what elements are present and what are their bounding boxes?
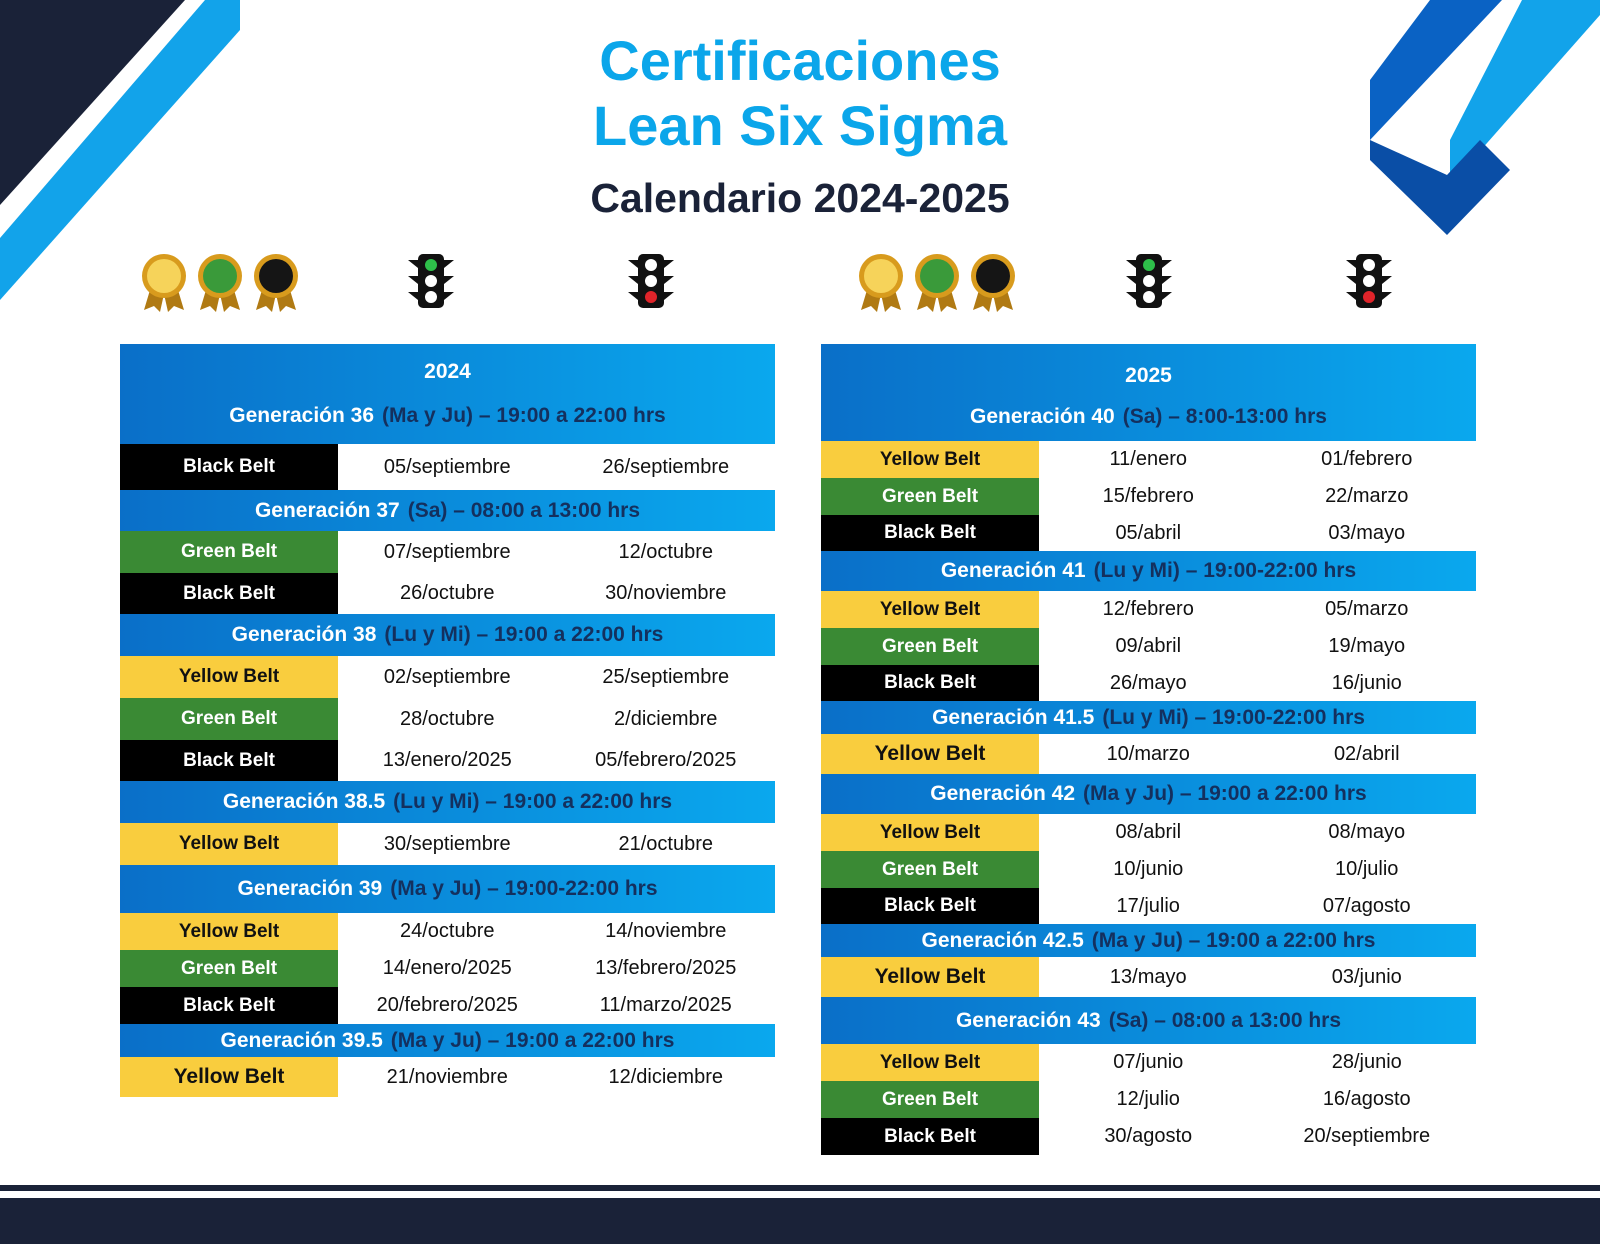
generation-name: Generación 38: [231, 623, 377, 646]
start-date: 07/septiembre: [383, 540, 511, 563]
start-date: 13/enero/2025: [382, 749, 512, 771]
title-line-2: Lean Six Sigma: [593, 94, 1007, 157]
table-row: [120, 573, 775, 614]
belt-label: Yellow Belt: [821, 957, 1039, 997]
start-date: 15/febrero: [1102, 485, 1194, 507]
belt-label: Black Belt: [821, 665, 1039, 701]
generation-name: Generación 43: [955, 1008, 1101, 1032]
belt-label: Yellow Belt: [120, 1057, 338, 1097]
generation-schedule: (Ma y Ju) – 19:00 a 22:00 hrs: [1091, 928, 1376, 952]
green-belt-medal-icon: [911, 252, 963, 314]
end-date: 01/febrero: [1321, 448, 1413, 470]
traffic-light-green-icon: [406, 252, 456, 310]
subtitle: Calendario 2024-2025: [590, 175, 1010, 221]
generation-header: [821, 774, 1476, 814]
table-row: [821, 851, 1476, 888]
belt-label: Black Belt: [120, 444, 338, 490]
table-row: [120, 913, 775, 950]
generation-schedule: (Ma y Ju) – 19:00 a 22:00 hrs: [1083, 782, 1367, 805]
black-belt-medal-icon: [250, 252, 302, 314]
belt-label: Green Belt: [821, 628, 1039, 665]
start-date: 10/marzo: [1106, 742, 1190, 765]
start-date: 08/abril: [1115, 821, 1182, 843]
generation-header: [821, 551, 1476, 591]
table-row: [120, 950, 775, 987]
year-label: 2024: [424, 360, 471, 383]
start-date: 21/noviembre: [386, 1065, 508, 1088]
table-row: [120, 823, 775, 865]
table-row: [821, 1081, 1476, 1118]
generation-schedule: (Lu y Mi) – 19:00 a 22:00 hrs: [393, 790, 673, 813]
table-row: [821, 957, 1476, 997]
table-header-2024: [120, 344, 775, 444]
start-date: 30/agosto: [1104, 1125, 1193, 1147]
generation-schedule: (Lu y Mi) – 19:00 a 22:00 hrs: [384, 623, 664, 646]
belt-label: Black Belt: [821, 515, 1039, 551]
generation-name: Generación 38.5: [222, 790, 386, 813]
belt-label: Yellow Belt: [821, 441, 1039, 478]
belt-label: Green Belt: [821, 478, 1039, 515]
generation-schedule: (Sa) – 8:00-13:00 hrs: [1122, 405, 1327, 428]
table-row: [821, 665, 1476, 701]
calendar-2024-table: [120, 344, 775, 1097]
traffic-light-red-icon: [626, 252, 676, 310]
yellow-belt-medal-icon: [138, 252, 190, 314]
start-date: 26/mayo: [1109, 671, 1187, 694]
belt-medals-2024: [138, 252, 302, 318]
footer-divider: [0, 1185, 1600, 1191]
calendar-2025-table: [821, 344, 1476, 1155]
table-row: [821, 628, 1476, 665]
end-date: 16/junio: [1331, 671, 1402, 694]
end-date: 20/septiembre: [1303, 1125, 1431, 1147]
generation-name: Generación 41.5: [932, 705, 1095, 729]
table-row: [821, 814, 1476, 851]
belt-label: Green Belt: [120, 950, 338, 987]
start-date: 14/enero/2025: [382, 957, 512, 979]
table-row: [821, 734, 1476, 774]
table-row: [120, 1057, 775, 1097]
start-date: 11/enero: [1109, 448, 1187, 470]
belt-label: Green Belt: [821, 851, 1039, 888]
table-row: [120, 698, 775, 740]
belt-label: Yellow Belt: [821, 1044, 1039, 1081]
green-belt-medal-icon: [194, 252, 246, 314]
generation-name: Generación 40: [969, 405, 1115, 428]
end-date: 12/octubre: [618, 540, 713, 563]
end-date: 30/noviembre: [605, 582, 727, 604]
belt-label: Yellow Belt: [120, 823, 338, 865]
belt-label: Yellow Belt: [821, 814, 1039, 851]
end-date: 03/junio: [1331, 965, 1402, 988]
table-row: [821, 441, 1476, 478]
generation-header: [821, 997, 1476, 1044]
belt-label: Black Belt: [821, 1118, 1039, 1155]
generation-schedule: (Ma y Ju) – 19:00 a 22:00 hrs: [390, 1028, 675, 1052]
start-date: 05/abril: [1115, 521, 1182, 544]
generation-schedule: (Lu y Mi) – 19:00-22:00 hrs: [1102, 705, 1365, 729]
traffic-light-red-icon: [1344, 252, 1394, 310]
end-date: 08/mayo: [1328, 821, 1406, 843]
end-date: 28/junio: [1331, 1051, 1402, 1073]
start-date: 30/septiembre: [383, 832, 511, 855]
generation-header: [821, 701, 1476, 734]
generation-name: Generación 39.5: [220, 1028, 383, 1052]
start-date: 10/junio: [1113, 858, 1184, 880]
start-date: 28/octubre: [399, 707, 495, 730]
table-row: [821, 888, 1476, 924]
title-line-1: Certificaciones: [599, 29, 1001, 92]
end-date: 05/febrero/2025: [595, 749, 737, 771]
table-row: [120, 531, 775, 573]
generation-schedule: (Sa) – 08:00 a 13:00 hrs: [407, 498, 641, 522]
end-date: 19/mayo: [1328, 635, 1406, 657]
start-date: 05/septiembre: [383, 455, 511, 478]
end-date: 11/marzo/2025: [599, 994, 732, 1016]
start-date: 26/octubre: [399, 582, 495, 604]
generation-name: Generación 41: [940, 559, 1086, 582]
generation-header: [120, 396, 775, 436]
table-row: [821, 478, 1476, 515]
end-date: 26/septiembre: [602, 455, 730, 478]
table-row: [821, 1118, 1476, 1155]
black-belt-medal-icon: [967, 252, 1019, 314]
end-date: 16/agosto: [1322, 1088, 1411, 1110]
generation-name: Generación 37: [254, 498, 400, 522]
start-date: 12/julio: [1116, 1088, 1180, 1110]
belt-label: Black Belt: [120, 987, 338, 1024]
end-date: 22/marzo: [1325, 485, 1409, 507]
table-row: [120, 444, 775, 490]
generation-schedule: (Sa) – 08:00 a 13:00 hrs: [1108, 1008, 1342, 1032]
end-date: 05/marzo: [1325, 598, 1409, 620]
traffic-light-green-icon: [1124, 252, 1174, 310]
footer-bar: [0, 1198, 1600, 1244]
end-date: 14/noviembre: [605, 920, 727, 942]
end-date: 25/septiembre: [602, 665, 730, 688]
end-date: 21/octubre: [618, 832, 713, 855]
generation-name: Generación 39: [237, 877, 383, 900]
start-date: 13/mayo: [1109, 965, 1187, 988]
end-date: 12/diciembre: [608, 1065, 723, 1088]
table-row: [120, 987, 775, 1024]
belt-label: Green Belt: [120, 698, 338, 740]
yellow-belt-medal-icon: [855, 252, 907, 314]
generation-name: Generación 36: [229, 404, 375, 427]
year-label: 2025: [1125, 364, 1172, 387]
belt-label: Black Belt: [821, 888, 1039, 924]
generation-header: [120, 614, 775, 656]
generation-header: [120, 865, 775, 913]
belt-medals-2025: [855, 252, 1019, 318]
start-date: 17/julio: [1116, 894, 1180, 917]
generation-header: [120, 1024, 775, 1057]
generation-schedule: (Ma y Ju) – 19:00-22:00 hrs: [390, 877, 658, 900]
belt-label: Yellow Belt: [821, 734, 1039, 774]
generation-header: [821, 400, 1476, 434]
table-row: [120, 740, 775, 781]
generation-name: Generación 42.5: [921, 928, 1084, 952]
end-date: 10/julio: [1335, 858, 1399, 880]
table-row: [821, 591, 1476, 628]
belt-label: Black Belt: [120, 740, 338, 781]
start-date: 07/junio: [1113, 1051, 1184, 1073]
belt-label: Black Belt: [120, 573, 338, 614]
end-date: 13/febrero/2025: [595, 957, 737, 979]
table-row: [120, 656, 775, 698]
start-date: 12/febrero: [1102, 598, 1194, 620]
belt-label: Yellow Belt: [120, 913, 338, 950]
end-date: 2/diciembre: [614, 707, 718, 730]
start-date: 09/abril: [1115, 635, 1182, 657]
end-date: 03/mayo: [1328, 521, 1406, 544]
belt-label: Green Belt: [821, 1081, 1039, 1118]
generation-schedule: (Ma y Ju) – 19:00 a 22:00 hrs: [382, 404, 666, 427]
end-date: 02/abril: [1333, 742, 1400, 765]
generation-header: [120, 490, 775, 531]
start-date: 02/septiembre: [383, 665, 511, 688]
generation-header: [120, 781, 775, 823]
belt-label: Yellow Belt: [120, 656, 338, 698]
start-date: 20/febrero/2025: [376, 994, 518, 1016]
generation-schedule: (Lu y Mi) – 19:00-22:00 hrs: [1093, 559, 1357, 582]
belt-label: Green Belt: [120, 531, 338, 573]
generation-header: [821, 924, 1476, 957]
end-date: 07/agosto: [1322, 894, 1411, 917]
generation-name: Generación 42: [930, 782, 1076, 805]
belt-label: Yellow Belt: [821, 591, 1039, 628]
table-header-2025: [821, 344, 1476, 441]
table-row: [821, 1044, 1476, 1081]
start-date: 24/octubre: [399, 920, 495, 942]
table-row: [821, 515, 1476, 551]
